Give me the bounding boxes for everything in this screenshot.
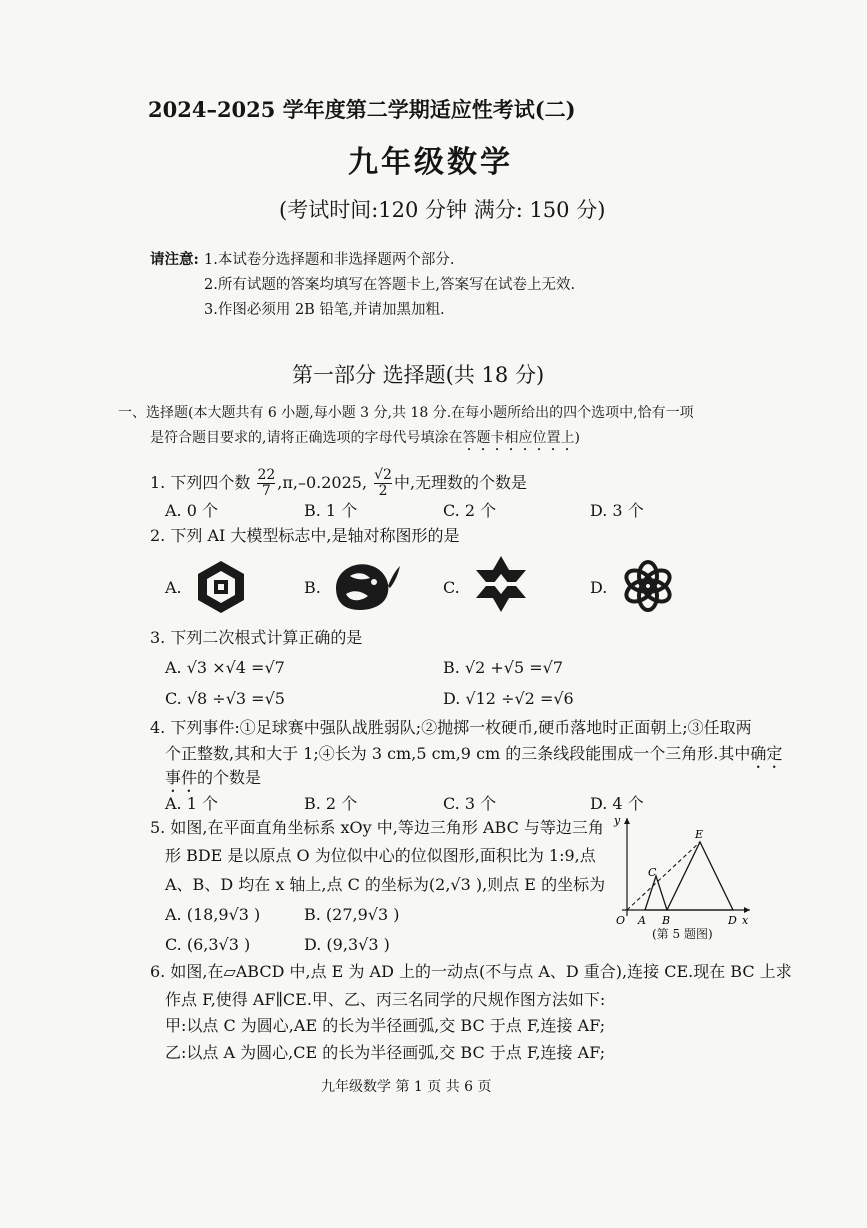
label-c: C (648, 866, 657, 879)
emphasis-determined: 确定 (750, 744, 783, 763)
notice-item: 2.所有试题的答案均填写在答题卡上,答案写在试卷上无效. (204, 277, 576, 293)
option-a: A. 1 个 (165, 794, 218, 813)
figure-5-coordinate-diagram (600, 812, 760, 942)
option-a: A. √3 ×√4 =√7 (165, 658, 285, 677)
exam-title: 2024–2025 学年度第二学期适应性考试(二) (148, 97, 576, 122)
question-1-stem: 1. 下列四个数 $\frac{22}{7}$ ,π,–0.2025, $\frac{√2}{2}$ 中,无理数的个数是 (150, 467, 528, 499)
option-a: A. 0 个 (165, 501, 218, 520)
question-5-line: 形 BDE 是以原点 O 为位似中心的位似图形,面积比为 1:9,点 (165, 846, 596, 865)
part-title: 第一部分 选择题(共 18 分) (292, 363, 545, 387)
question-6-line: 6. 如图,在▱ABCD 中,点 E 为 AD 上的一动点(不与点 A、D 重合),连接 CE.现在 BC 上求 (150, 962, 792, 981)
knot-logo-icon (620, 558, 676, 614)
option-d: D. (590, 578, 608, 597)
label-y: y (614, 814, 621, 827)
label-e: E (695, 828, 704, 841)
option-b: B. 2 个 (304, 794, 358, 813)
option-c: C. (443, 578, 460, 597)
option-d: D. 4 个 (590, 794, 644, 813)
fraction-22-7: $\frac{22}{7}$ (257, 467, 276, 499)
option-b: B. √2 +√5 =√7 (443, 658, 564, 677)
option-c: C. √8 ÷√3 =√5 (165, 689, 285, 708)
figure-caption: (第 5 题图) (652, 927, 713, 941)
option-c: C. 2 个 (443, 501, 497, 520)
triangle-bde (667, 842, 733, 910)
question-4-line: 个正整数,其和大于 1;④长为 3 cm,5 cm,9 cm 的三条线段能围成一个三角形.其中确定 (165, 744, 783, 763)
question-6-method: 乙:以点 A 为圆心,CE 的长为半径画弧,交 BC 于点 F,连接 AF; (165, 1043, 606, 1062)
option-b: B. 1 个 (304, 501, 358, 520)
emphasis-answer-card: 答题卡相应位置上 (462, 430, 575, 446)
fraction-sqrt2-2: $\frac{√2}{2}$ (374, 467, 392, 499)
question-2-stem: 2. 下列 AI 大模型标志中,是轴对称图形的是 (150, 526, 460, 545)
option-b: B. (27,9√3 ) (304, 905, 400, 924)
option-d: D. 3 个 (590, 501, 644, 520)
option-c: C. 3 个 (443, 794, 497, 813)
emphasis-event: 事件 (165, 768, 198, 787)
question-4-line: 4. 下列事件:①足球赛中强队战胜弱队;②抛掷一枚硬币,硬币落地时正面朝上;③任取两 (150, 718, 752, 737)
subject-title: 九年级数学 (348, 145, 513, 180)
question-5-line: 5. 如图,在平面直角坐标系 xOy 中,等边三角形 ABC 与等边三角 (150, 818, 604, 837)
option-b: B. (304, 578, 321, 597)
label-o: O (616, 914, 626, 927)
cube-logo-icon (192, 558, 250, 616)
notice-item: 1.本试卷分选择题和非选择题两个部分. (204, 252, 455, 268)
y-axis-arrow-icon (624, 818, 630, 824)
page-footer: 九年级数学 第 1 页 共 6 页 (321, 1079, 492, 1095)
question-5-line: A、B、D 均在 x 轴上,点 C 的坐标为(2,√3 ),则点 E 的坐标为 (165, 875, 606, 894)
label-x: x (742, 914, 749, 927)
section-instructions-cont: 是符合题目要求的,请将正确选项的字母代号填涂在答题卡相应位置上) (150, 430, 580, 446)
notice-label: 请注意: (150, 251, 199, 268)
question-4-line: 事件的个数是 (165, 768, 262, 787)
label-d: D (728, 914, 737, 927)
option-a: A. (18,9√3 ) (165, 905, 261, 924)
option-d: D. (9,3√3 ) (304, 935, 390, 954)
option-a: A. (165, 578, 182, 597)
star-logo-icon (472, 554, 530, 614)
option-c: C. (6,3√3 ) (165, 935, 251, 954)
whale-logo-icon (330, 556, 402, 614)
exam-info: (考试时间:120 分钟 满分: 150 分) (279, 198, 606, 222)
notice-item: 3.作图必须用 2B 铅笔,并请加黑加粗. (204, 302, 445, 318)
option-d: D. √12 ÷√2 =√6 (443, 689, 574, 708)
question-6-line: 作点 F,使得 AF∥CE.甲、乙、丙三名同学的尺规作图方法如下: (165, 990, 606, 1009)
x-axis-arrow-icon (744, 907, 750, 913)
triangle-abc (645, 876, 667, 910)
question-6-method: 甲:以点 C 为圆心,AE 的长为半径画弧,交 BC 于点 F,连接 AF; (165, 1016, 606, 1035)
label-a: A (638, 914, 646, 927)
section-instructions: 一、选择题(本大题共有 6 小题,每小题 3 分,共 18 分.在每小题所给出的四个选项中,恰有一项 (118, 405, 694, 421)
question-3-stem: 3. 下列二次根式计算正确的是 (150, 628, 363, 647)
label-b: B (662, 914, 671, 927)
